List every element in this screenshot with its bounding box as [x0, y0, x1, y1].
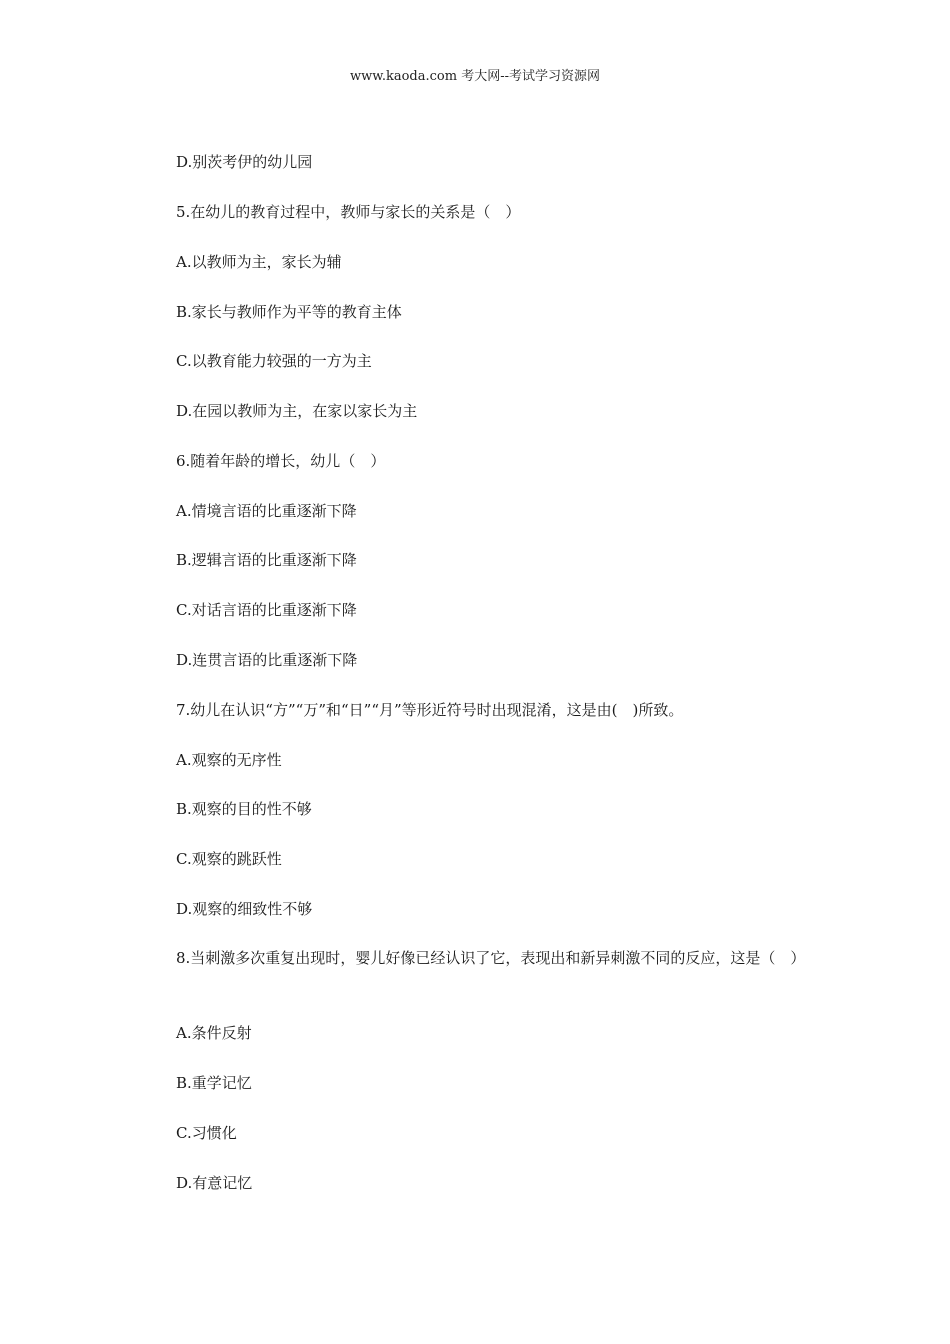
option-line: D.有意记忆 — [176, 1174, 253, 1192]
option-line: B.逻辑言语的比重逐渐下降 — [176, 551, 357, 569]
question-line: 8.当刺激多次重复出现时，婴儿好像已经认识了它，表现出和新异刺激不同的反应，这是（ ） — [176, 949, 806, 967]
option-line: A.情境言语的比重逐渐下降 — [176, 502, 357, 520]
option-line: C.对话言语的比重逐渐下降 — [176, 601, 357, 619]
option-line: C.以教育能力较强的一方为主 — [176, 352, 372, 370]
option-line: D.观察的细致性不够 — [176, 900, 313, 918]
option-line: A.以教师为主，家长为辅 — [176, 253, 342, 271]
option-line: B.家长与教师作为平等的教育主体 — [176, 303, 402, 321]
option-line: A.观察的无序性 — [176, 751, 282, 769]
option-line: C.习惯化 — [176, 1124, 237, 1142]
question-line: 5.在幼儿的教育过程中，教师与家长的关系是（ ） — [176, 203, 521, 221]
option-line: D.别茨考伊的幼儿园 — [176, 153, 313, 171]
option-line: A.条件反射 — [176, 1024, 252, 1042]
option-line: B.重学记忆 — [176, 1074, 252, 1092]
option-line: D.连贯言语的比重逐渐下降 — [176, 651, 358, 669]
option-line: C.观察的跳跃性 — [176, 850, 282, 868]
option-line: B.观察的目的性不够 — [176, 800, 312, 818]
question-line: 6.随着年龄的增长，幼儿（ ） — [176, 452, 386, 470]
page-header: www.kaoda.com 考大网--考试学习资源网 — [350, 69, 600, 84]
option-line: D.在园以教师为主，在家以家长为主 — [176, 402, 418, 420]
question-line: 7.幼儿在认识“方”“万”和“日”“月”等形近符号时出现混淆，这是由( )所致。 — [176, 701, 684, 719]
